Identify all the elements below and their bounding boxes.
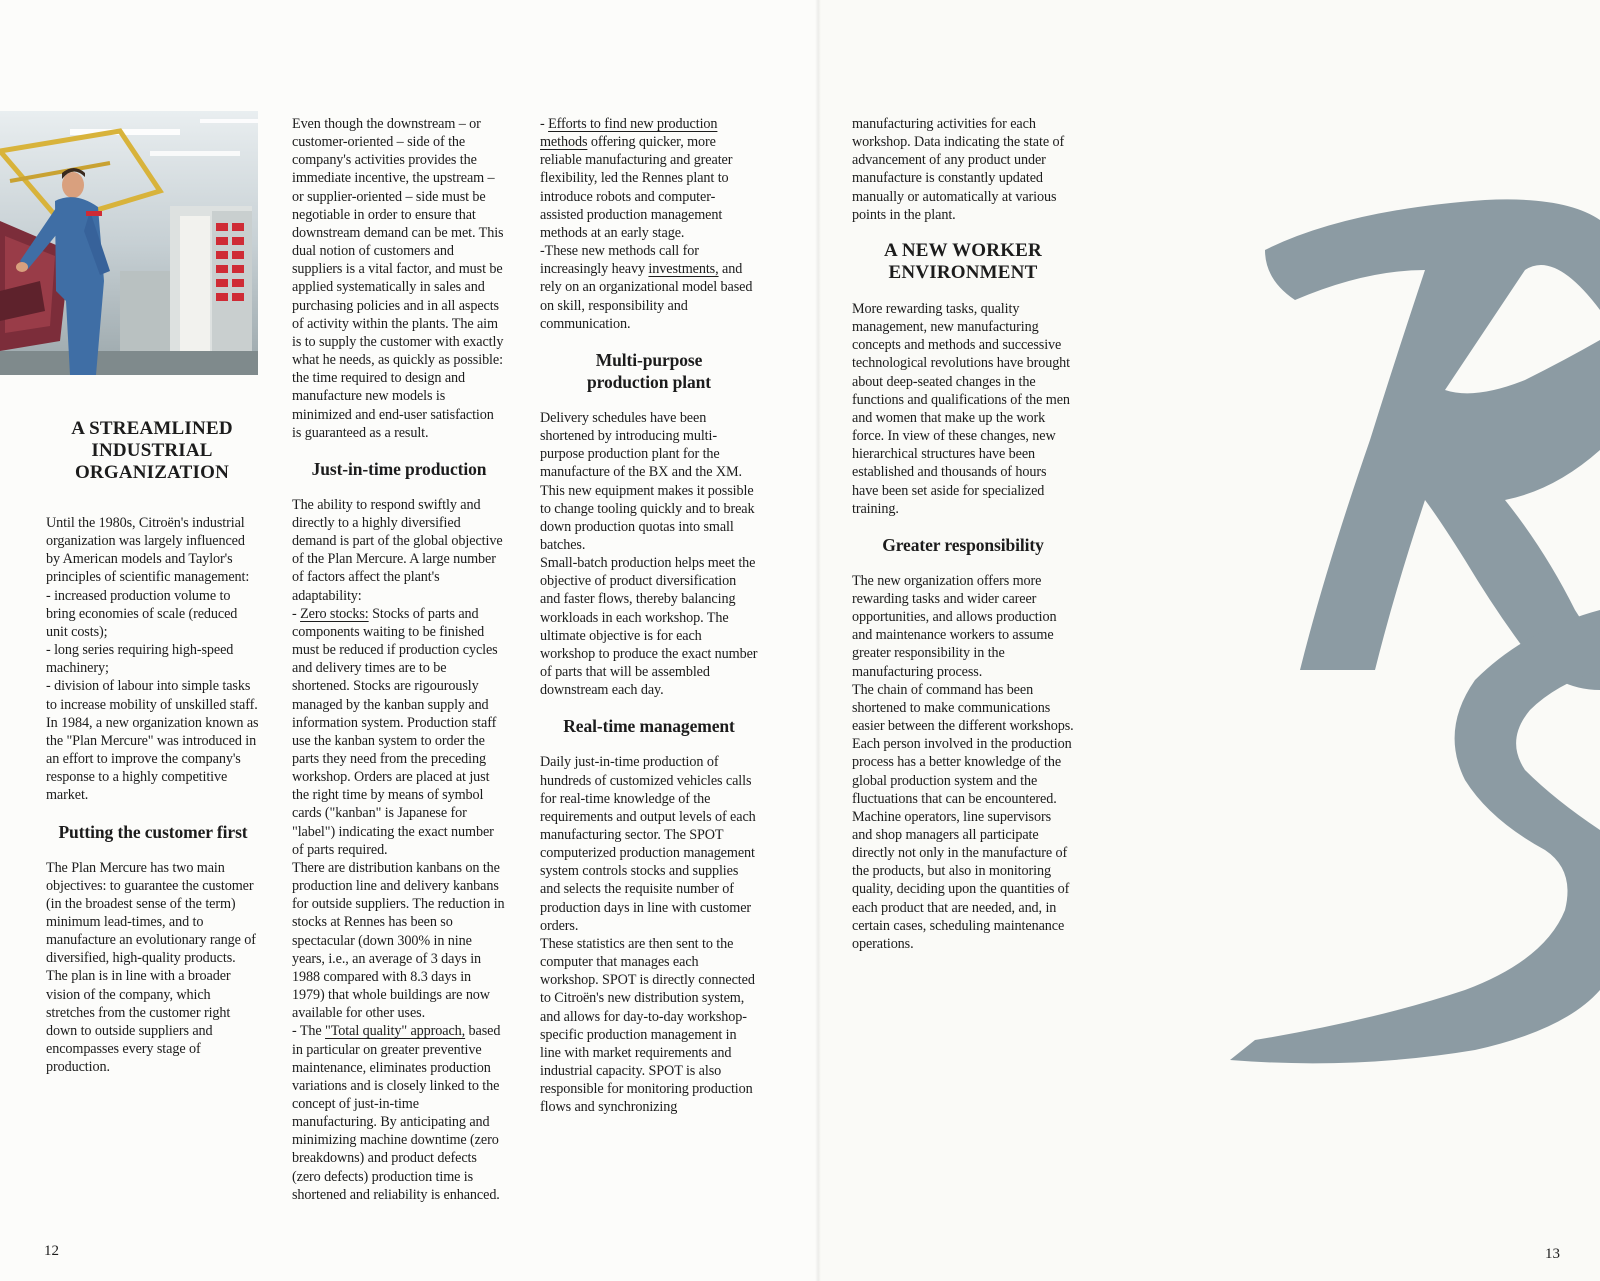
efforts-text: offering quicker, more reliable manufacturing and greater flexibility, led the Rennes plant to introduce robots and computer-assisted production management methods at an early stage. <box>540 134 733 241</box>
efforts-paragraph <box>540 115 758 242</box>
efforts-dash: - <box>540 116 549 132</box>
downstream-paragraph: Even though the downstream – or customer-oriented – side of the company's activities provides the immediate incentive, the upstream – or supplier-oriented – side must be negotiable in order to ensure that downstream demand can be met. This dual notion of customers and suppliers is a vital factor, and must be applied systematically in sales and purchasing policies and in all aspects of activity within the plants. The aim is to supply the customer with exactly what he needs, as quickly as possible: the time required to design and manufacture new models is minimized and end-user satisfaction is guaranteed as a result. <box>292 116 504 441</box>
real-time-paragraph: Daily just-in-time production of hundreds of customized vehicles calls for real-time knowledge of the requirements and output levels of each manufacturing sector. The SPOT computerized production management system controls stocks and supplies and selects the requisite number of production days in line with customer orders. <box>540 754 756 934</box>
intro-paragraph: Until the 1980s, Citroën's industrial organization was largely influenced by American models and Taylor's principles of scientific management: <box>46 515 250 586</box>
worker-title-line-1: A NEW WORKER <box>884 239 1042 261</box>
small-batch-paragraph: Small-batch production helps meet the objective of product diversification and faster flows, thereby balancing workloads in each workshop. The ultimate objective is for each workshop to produce the exact number of parts that will be assembled downstream each day. <box>540 555 758 699</box>
investments-label: investments, <box>648 261 719 278</box>
column-3 <box>540 115 758 1117</box>
section-title-worker-environment <box>852 240 1074 284</box>
tq-dash: - The <box>292 1023 326 1040</box>
heading-multi-purpose <box>540 349 758 393</box>
heading-customer-first: Putting the customer first <box>58 821 248 842</box>
zero-stocks-text: Stocks of parts and components waiting to be finished must be reduced if production cycles and delivery times are to be shortened. Stocks are rigourously managed by the kanban supply and information system. Production staff use the kanban system to order the parts they need from the preceding workshop. Orders are placed at just the right time by means of symbol cards ("kanban" is Japanese for "label") indicating the exact number of parts required. <box>292 605 498 858</box>
page-number-right: 13 <box>1545 1246 1560 1262</box>
investments-paragraph <box>540 242 758 333</box>
heading-real-time: Real-time management <box>563 716 735 737</box>
decorative-letters <box>1225 190 1600 1090</box>
chain-of-command-paragraph: The chain of command has been shortened to make communications easier between the different workshops. Each person involved in the production process has a better knowledge of the global production system and the fluctuations that can be encountered. Machine operators, line supervisors and shop managers all participate directly not only in the manufacture of the products, but also in monitoring quality, deciding upon the quantities of each product that are needed, and, in certain cases, scheduling maintenance operations. <box>852 681 1074 952</box>
multi-purpose-paragraph: Delivery schedules have been shortened by introducing multi-purpose production plant for the manufacture of the BX and the XM. This new equipment makes it possible to change tooling quickly and to break down production quotas into small batches. <box>540 409 755 553</box>
title-line-1: A STREAMLINED <box>71 418 233 439</box>
factory-worker-photo <box>0 111 258 375</box>
column-2 <box>292 115 506 1204</box>
page-gutter <box>815 0 821 1281</box>
title-line-2: INDUSTRIAL <box>91 440 213 461</box>
investments-pre: -These new methods call for increasingly heavy <box>540 243 699 278</box>
bullet-division: - division of labour into simple tasks to increase mobility of unskilled staff. <box>46 678 258 713</box>
bullet-series: - long series requiring high-speed machinery; <box>46 642 234 677</box>
page-number-left: 12 <box>44 1243 59 1259</box>
zero-stocks-label: Zero stocks: <box>300 605 369 622</box>
photo-icon <box>0 111 258 375</box>
r-s-brush-letters-icon <box>1225 190 1600 1090</box>
total-quality-label: "Total quality" approach, <box>325 1023 466 1040</box>
multi-line-2: production plant <box>586 371 712 392</box>
heading-just-in-time: Just-in-time production <box>311 458 487 479</box>
continued-paragraph: manufacturing activities for each workshop. Data indicating the state of advancement of any product under manufacture is constantly updated manually or automatically at various points in the plant. <box>852 116 1065 223</box>
total-quality-paragraph <box>292 1022 506 1204</box>
paragraph-1984: In 1984, a new organization known as the "Plan Mercure" was introduced in an effort to improve the company's response to a highly competitive market. <box>46 714 259 804</box>
statistics-paragraph: These statistics are then sent to the computer that manages each workshop. SPOT is directly connected to Citroën's new distribution system, and allows for day-to-day workshop-specific production management in line with market requirements and industrial capacity. SPOT is also responsible for monitoring production flows and synchronizing <box>540 935 755 1116</box>
bullet-volume: - increased production volume to bring economies of scale (reduced unit costs); <box>46 587 238 640</box>
investments-text: and rely on an organizational model based on skill, responsibility and communication. <box>540 261 753 332</box>
efforts-label: Efforts to find new production methods <box>540 116 718 151</box>
total-quality-text: based in particular on greater preventive maintenance, eliminates production variations and is closely linked to the concept of just-in-time manufacturing. By anticipating and minimizing machine downtime (zero breakdowns) and product defects (zero defects) production time is shortened and reliability is enhanced. <box>292 1023 501 1203</box>
distribution-paragraph: There are distribution kanbans on the production line and delivery kanbans for outside suppliers. The reduction in stocks at Rennes has been so spectacular (down 300% in nine years, i.e., an average of 3 days in 1988 compared with 8.3 days in 1979) that whole buildings are now available for other uses. <box>292 859 505 1022</box>
heading-greater-responsibility: Greater responsibility <box>882 534 1044 555</box>
column-1 <box>46 418 260 1076</box>
multi-line-1: Multi-purpose <box>595 349 703 370</box>
responsibility-paragraph: The new organization offers more rewarding tasks and wider career opportunities, and allows production and maintenance workers to assume greater responsibility in the manufacturing process. <box>852 572 1057 680</box>
title-line-3: ORGANIZATION <box>74 462 230 483</box>
jit-intro: The ability to respond swiftly and directly to a highly diversified demand is part of the global objective of the Plan Mercure. A large number of factors affect the plant's adaptability: <box>292 496 503 604</box>
column-4 <box>852 115 1074 953</box>
customer-paragraph: The Plan Mercure has two main objectives: to guarantee the customer (in the broadest sense of the term) minimum lead-times, and to manufacture an evolutionary range of diversified, high-quality products. The plan is in line with a broader vision of the company, which stretches from the customer right down to outside suppliers and encompasses every stage of production. <box>46 859 256 1076</box>
zero-stocks-paragraph <box>292 605 506 859</box>
zero-stocks-dash: - <box>292 605 301 622</box>
section-title-streamlined <box>44 418 260 484</box>
worker-paragraph: More rewarding tasks, quality management, new manufacturing concepts and methods and successive technological revolutions have brought about deep-seated changes in the functions and qualifications of the men and women that make up the work force. In view of these changes, new hierarchical structures have been established and thousands of hours have been set aside for specialized training. <box>852 300 1071 517</box>
worker-title-line-2: ENVIRONMENT <box>888 261 1038 283</box>
